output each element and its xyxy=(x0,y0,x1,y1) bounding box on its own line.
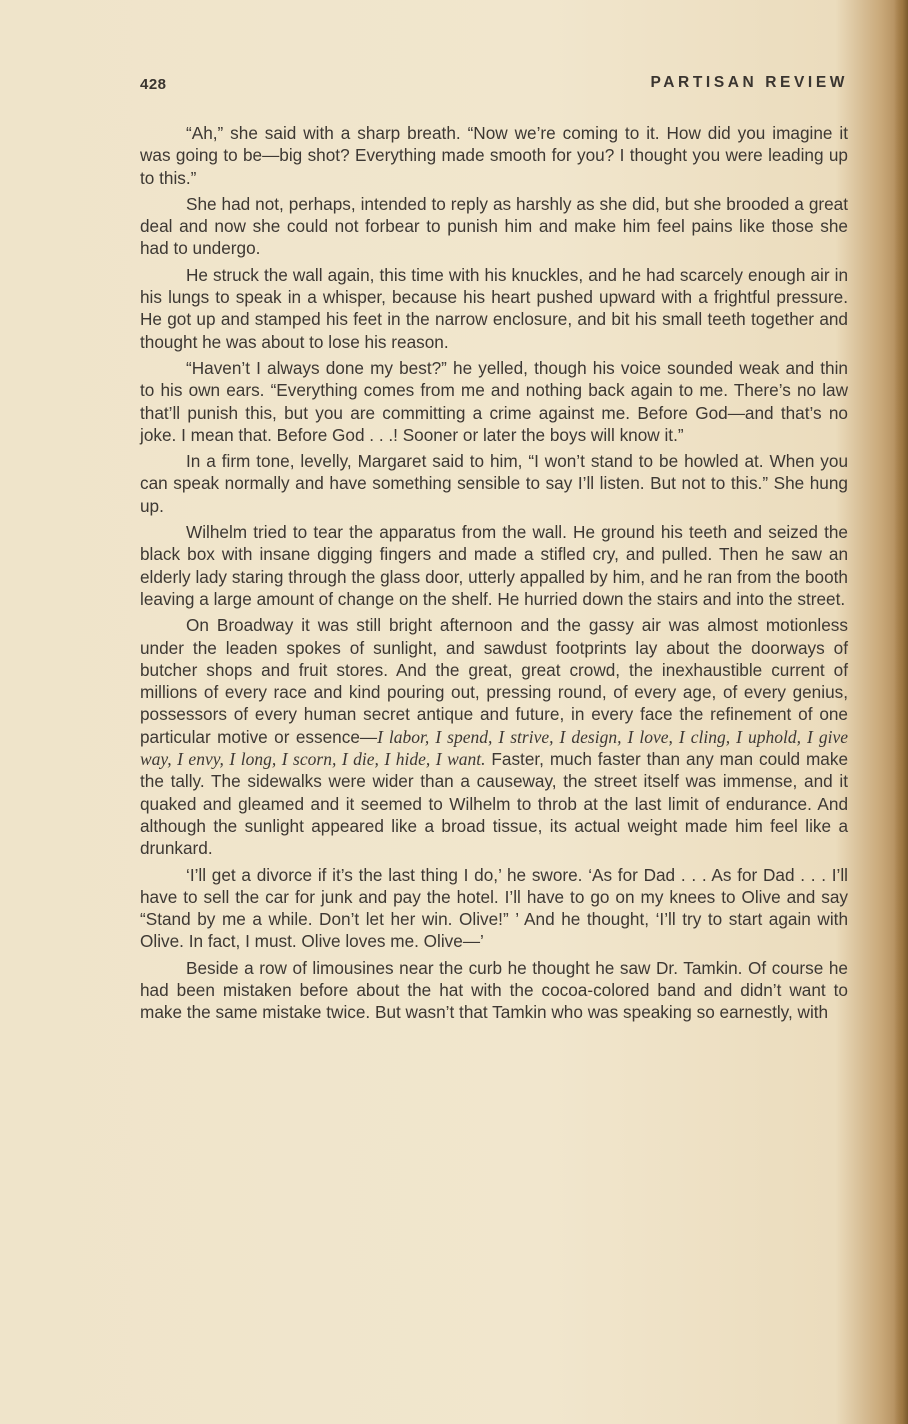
italic-text-run: I labor, I spend, I strive, I design, I love, I cling, I uphold, I give way, I envy, I long, I scorn, I die, I hide, I want. xyxy=(140,726,848,770)
paragraph xyxy=(140,864,848,953)
paragraph xyxy=(140,614,848,859)
paragraph xyxy=(140,450,848,517)
text-run: Wilhelm tried to tear the apparatus from the wall. He ground his teeth and seized the black box with insane digging fingers and made a stifled cry, and pulled. Then he saw an elderly lady staring through the glass door, utterly appalled by him, and he ran from the booth leaving a large amount of change on the shelf. He hurried down the stairs and into the street. xyxy=(140,522,848,609)
body-text xyxy=(140,122,848,1028)
paragraph xyxy=(140,264,848,353)
text-run: He struck the wall again, this time with his knuckles, and he had scarcely enough air in his lungs to speak in a whisper, because his heart pushed upward with a frightful pressure. He got up and stamped his feet in the narrow enclosure, and bit his small teeth together and thought he was about to lose his reason. xyxy=(140,264,848,352)
text-run: Faster, much faster than any man could make the tally. The sidewalks were wider than a causeway, the street itself was immense, and it quaked and gleamed and it seemed to Wilhelm to throb at the last limit of endurance. And although the sunlight appeared like a broad tissue, its actual weight made him feel like a drunkard. xyxy=(140,749,848,859)
page-edge xyxy=(894,0,908,1424)
text-run: In a firm tone, levelly, Margaret said to him, “I won’t stand to be howled at. When you can speak normally and have something sensible to say I’ll listen. But not to this.” She hung up. xyxy=(140,451,848,516)
page-header xyxy=(140,74,848,98)
paragraph xyxy=(140,957,848,1024)
page-number: 428 xyxy=(140,76,167,93)
text-run: She had not, perhaps, intended to reply as harshly as she did, but she brooded a great deal and now she could not forbear to punish him and make him feel pains like those she had to undergo. xyxy=(140,193,848,259)
paragraph xyxy=(140,193,848,260)
text-run: Beside a row of limousines near the curb he thought he saw Dr. Tamkin. Of course he had been mistaken before about the hat with the cocoa-colored band and didn’t want to make the same mistake twice. But wasn’t that Tamkin who was speaking so earnestly, with xyxy=(140,957,848,1023)
paragraph xyxy=(140,122,848,189)
text-run: “Haven’t I always done my best?” he yelled, though his voice sounded weak and thin to his own ears. “Everything comes from me and nothing back again to me. There’s no law that’ll punish this, but you are committing a crime against me. Before God—and that’s no joke. I mean that. Before God . . .! Sooner or later the boys will know it.” xyxy=(140,357,848,445)
running-head: PARTISAN REVIEW xyxy=(650,74,848,91)
text-run: ‘I’ll get a divorce if it’s the last thing I do,’ he swore. ‘As for Dad . . . As for Dad . . . I’ll have to sell the car for junk and pay the hotel. I’ll have to go on my knees to Olive and say “Stand by me a while. Don’t let her win. Olive!” ’ And he thought, ‘I’ll try to start again with Olive. In fact, I must. Olive loves me. Olive—’ xyxy=(140,864,848,952)
text-run: “Ah,” she said with a sharp breath. “Now we’re coming to it. How did you imagine it was going to be—big shot? Everything made smooth for you? I thought you were leading up to this.” xyxy=(140,123,848,188)
text-run: On Broadway it was still bright afternoon and the gassy air was almost motionless under the leaden spokes of sunlight, and sawdust footprints lay about the doorways of butcher shops and fruit stores. And the great, great crowd, the inexhaustible current of millions of every race and kind pouring out, pressing round, of every age, of every genius, possessors of every human secret antique and future, in every face the refinement of one particular motive or essence— xyxy=(140,615,848,747)
paragraph xyxy=(140,521,848,610)
paragraph xyxy=(140,357,848,446)
